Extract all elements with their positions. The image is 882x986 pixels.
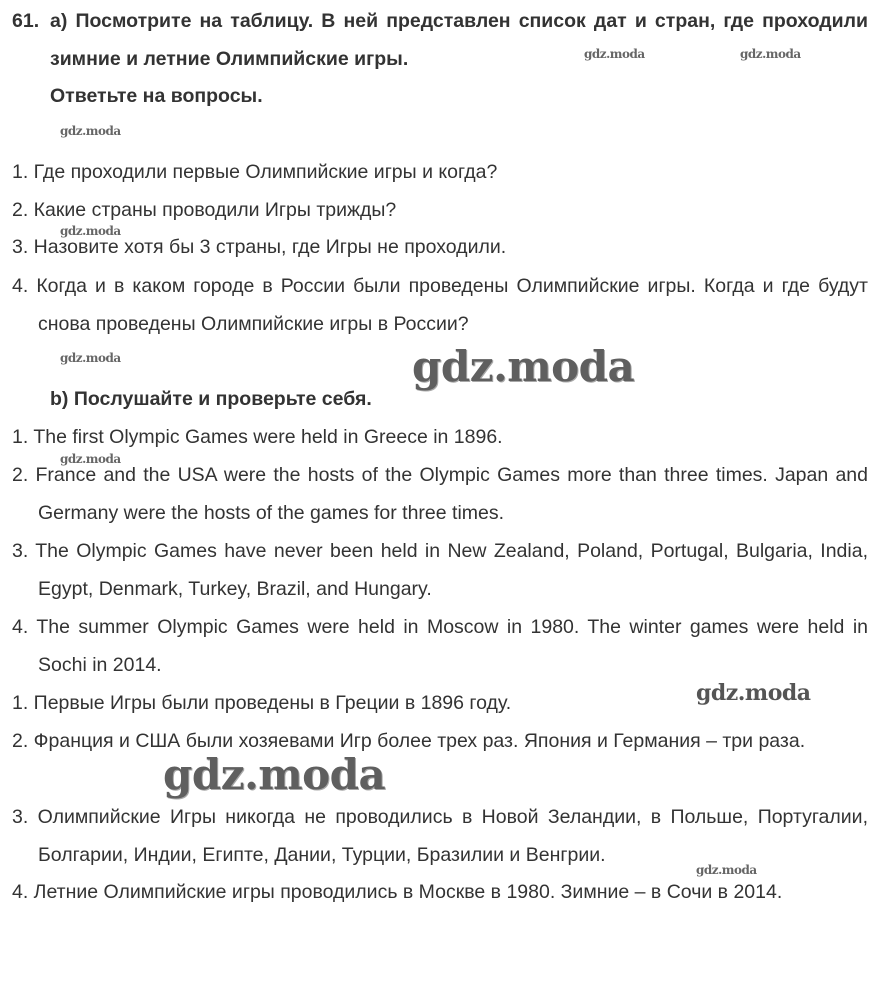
- watermark: gdz.moda: [60, 351, 121, 365]
- question-1: 1. Где проходили первые Олимпийские игры и когда?: [12, 161, 498, 183]
- answer-en-3: 3. The Olympic Games have never been held in New Zealand, Poland, Portugal, Bulgaria, India, Egypt, Denmark, Turkey, Brazil, and Hungary.: [12, 540, 868, 600]
- task-part-a-instruction: a) Посмотрите на таблицу. В ней представлен список дат и стран, где проходили зимние и летние Олимпийские игры.: [50, 10, 868, 70]
- task-part-b-instruction: b) Послушайте и проверьте себя.: [50, 388, 372, 410]
- question-3: 3. Назовите хотя бы 3 страны, где Игры не проходили.: [12, 236, 507, 258]
- answer-ru-1: 1. Первые Игры были проведены в Греции в 1896 году.: [12, 692, 512, 714]
- question-4: 4. Когда и в каком городе в России были проведены Олимпийские игры. Когда и где будут снова проведены Олимпийские игры в России?: [12, 275, 868, 335]
- answer-ru-3: 3. Олимпийские Игры никогда не проводились в Новой Зеландии, в Польше, Португалии, Болгарии, Индии, Египте, Дании, Турции, Бразилии и Венгрии.: [12, 806, 868, 866]
- watermark: gdz.moda: [412, 342, 635, 391]
- answer-en-1: 1. The first Olympic Games were held in Greece in 1896.: [12, 426, 503, 448]
- watermark: gdz.moda: [60, 452, 121, 466]
- watermark: gdz.moda: [696, 680, 811, 706]
- watermark: gdz.moda: [163, 750, 386, 799]
- task-number: 61.: [12, 10, 40, 32]
- watermark: gdz.moda: [584, 47, 645, 61]
- watermark: gdz.moda: [60, 124, 121, 138]
- answer-en-4: 4. The summer Olympic Games were held in Moscow in 1980. The winter games were held in Sochi in 2014.: [12, 616, 868, 676]
- answer-en-2: 2. France and the USA were the hosts of the Olympic Games more than three times. Japan and Germany were the hosts of the games for three times.: [12, 464, 868, 524]
- answer-ru-2: 2. Франция и США были хозяевами Игр более трех раз. Япония и Германия – три раза.: [12, 730, 806, 752]
- watermark: gdz.moda: [740, 47, 801, 61]
- answer-ru-4: 4. Летние Олимпийские игры проводились в Москве в 1980. Зимние – в Сочи в 2014.: [12, 881, 783, 903]
- watermark: gdz.moda: [696, 863, 757, 877]
- question-2: 2. Какие страны проводили Игры трижды?: [12, 199, 397, 221]
- task-part-a-instruction-2: Ответьте на вопросы.: [50, 85, 263, 107]
- watermark: gdz.moda: [60, 224, 121, 238]
